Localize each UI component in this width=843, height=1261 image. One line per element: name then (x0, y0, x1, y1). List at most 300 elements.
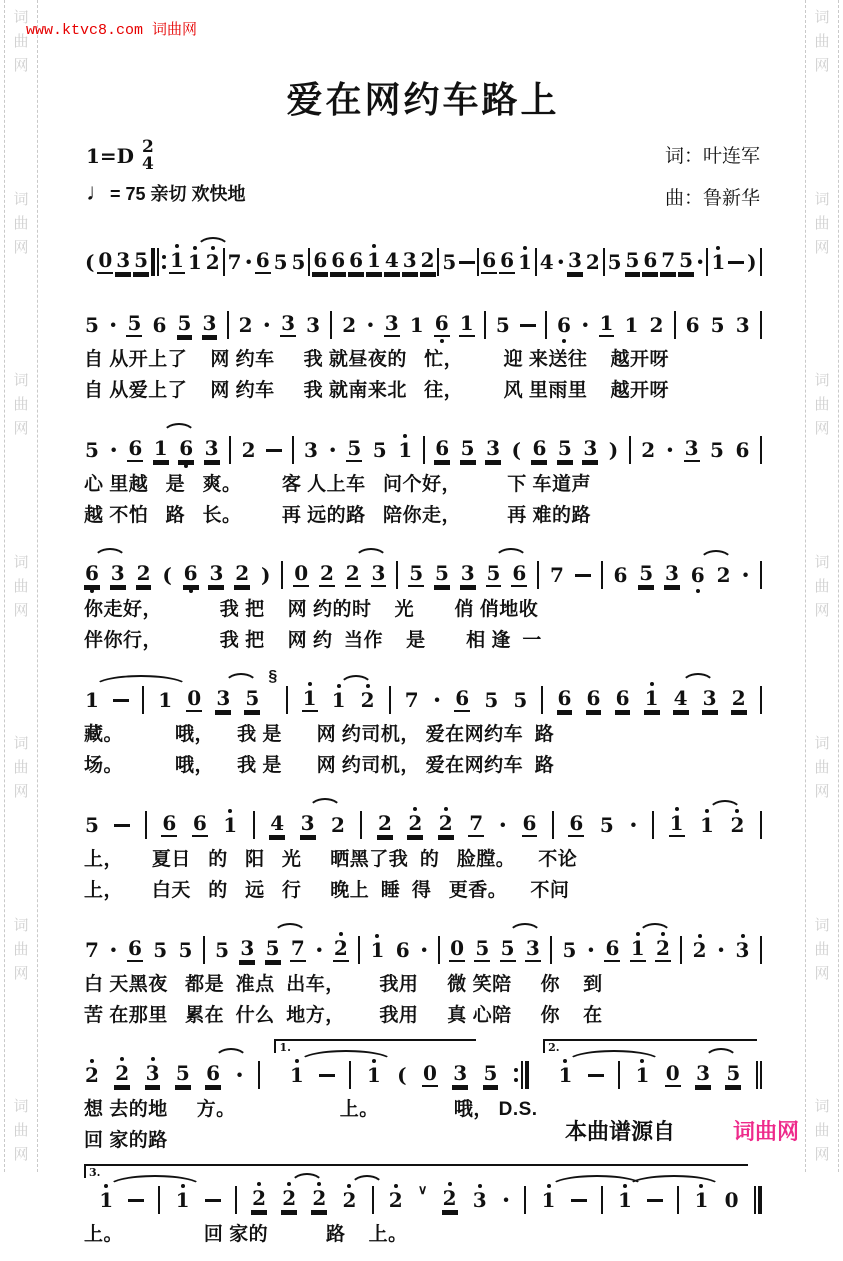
octave-dot-high (741, 934, 745, 938)
barline (541, 685, 543, 715)
note: 2 (333, 938, 349, 962)
tie-slur-arc (162, 423, 196, 435)
note: 6 (349, 248, 364, 272)
lyric-row: 上， 夏日 的 阳 光 晒黑了我 的 脸膛。 不论 (84, 849, 578, 870)
octave-dot-high (193, 246, 197, 250)
page-title: 爱在网约车路上 (286, 79, 560, 120)
note: 5 (177, 311, 192, 335)
octave-dot-high (175, 244, 179, 248)
barline (258, 1060, 260, 1090)
note: 1 (169, 250, 185, 274)
tie-slur-arc (699, 550, 733, 562)
dash (319, 1074, 335, 1077)
note: 6 (500, 248, 514, 272)
note: 3 (371, 561, 386, 585)
note: 1 (187, 252, 203, 272)
note: 6 (313, 248, 328, 272)
aug-dot: · (109, 435, 118, 464)
note: 1 (694, 1190, 710, 1210)
dash (114, 824, 130, 827)
octave-dot-high (339, 932, 343, 936)
note: 3 (145, 1063, 161, 1087)
side-watermark-text: 词 曲 网 (13, 372, 29, 437)
repeat-dots (514, 1068, 518, 1082)
paren: ) (747, 250, 757, 274)
octave-dot-high (636, 932, 640, 936)
note: 6 (205, 1063, 221, 1087)
note: 1 (397, 440, 413, 460)
note: 6 (455, 686, 470, 710)
note: 6 (482, 248, 497, 272)
barline (389, 685, 391, 715)
barline (484, 310, 486, 340)
note: 6 (434, 313, 450, 337)
note: 2 (114, 1063, 130, 1087)
footer (565, 1115, 799, 1146)
octave-dot-high (104, 1184, 108, 1188)
aug-dot: · (109, 935, 118, 964)
note: 1 (644, 688, 660, 712)
barline (145, 810, 147, 840)
octave-dot-high (366, 684, 370, 688)
note: 3 (472, 1190, 488, 1210)
side-watermark-text: 词 曲 网 (13, 553, 29, 619)
lyric-row: 场。 哦， 我 是 网 约司机， 爱在网约车 路 (84, 755, 555, 776)
paren: ) (608, 438, 619, 462)
note: 2 (377, 811, 392, 835)
barline (618, 1060, 620, 1090)
note: 4 (384, 248, 399, 272)
barline (760, 810, 762, 840)
aug-dot: · (366, 310, 375, 339)
note: 6 (178, 438, 194, 462)
tempo-marking (86, 179, 246, 207)
barline (349, 1060, 351, 1090)
note: 5 (372, 438, 387, 462)
octave-dot-high (317, 1182, 321, 1186)
note: 1 (617, 1190, 633, 1210)
footer-site-name: 词曲网 (732, 1119, 799, 1144)
aug-dot: · (420, 935, 429, 964)
note: 6 (395, 938, 410, 962)
notes-row (84, 558, 762, 592)
barline (477, 247, 479, 277)
note: 6 (84, 563, 100, 587)
side-watermark-text: 词 曲 网 (814, 190, 830, 256)
aug-dot: · (556, 247, 566, 276)
octave-dot-high (287, 1182, 291, 1186)
note: 5 (175, 1061, 190, 1085)
note: 2 (251, 1188, 267, 1212)
note: 2 (729, 815, 745, 835)
note: 5 (85, 438, 99, 462)
score-system (84, 542, 762, 654)
note: 2 (641, 438, 656, 462)
note: 2 (716, 563, 731, 587)
dash (520, 324, 536, 327)
note: 6 (522, 811, 537, 835)
note: 1 (517, 252, 533, 272)
octave-dot-high (308, 682, 312, 686)
barline (629, 435, 631, 465)
lyric-row: 上。 回 家的 路 上。 (84, 1224, 408, 1245)
key-signature (86, 139, 154, 173)
note: 3 (583, 436, 598, 460)
note: 2 (342, 313, 357, 337)
barline (372, 1185, 374, 1215)
lyric-row: 心 里越 是 爽。 客 人上车 问个好， 下 车道声 (84, 474, 592, 495)
note: 0 (422, 1061, 437, 1085)
side-watermark-text: 词 曲 网 (814, 553, 830, 619)
note: 2 (205, 252, 221, 272)
note: 6 (127, 936, 142, 960)
time-sig-numerator: 2 (142, 137, 154, 157)
lyric-row: 你走好， 我 把 网 约的时 光 俏 俏地收 (84, 599, 539, 620)
note: 5 (639, 561, 654, 585)
octave-dot-high (394, 1184, 398, 1188)
note: 3 (384, 311, 399, 335)
note: 3 (453, 1061, 468, 1085)
note: 3 (695, 1063, 711, 1087)
octave-dot-high (478, 1184, 482, 1188)
aug-dot: · (315, 935, 324, 964)
octave-dot-high (547, 1184, 551, 1188)
barline (513, 1060, 529, 1090)
note: 5 (460, 436, 475, 460)
aug-dot: · (581, 310, 590, 339)
note: 5 (710, 313, 725, 337)
composer-credit: 曲：鲁新华 (664, 188, 760, 209)
barline (756, 1060, 762, 1090)
side-watermark-text: 词 曲 网 (814, 372, 830, 437)
note: 1 (369, 940, 385, 960)
note: 2 (241, 438, 256, 462)
notes-row (84, 308, 762, 342)
note: 7 (290, 936, 305, 960)
lyric-row: 苦 在那里 累在 什么 地方， 我用 真 心陪 你 在 (84, 1005, 603, 1026)
barline (235, 1185, 237, 1215)
dash (205, 1199, 221, 1202)
octave-dot-low (184, 464, 188, 468)
barline (223, 247, 225, 277)
note: 0 (724, 1188, 739, 1212)
side-watermark-text: 词 曲 网 (13, 735, 29, 800)
octave-dot-high (375, 934, 379, 938)
volta-bracket: 1. (274, 1039, 476, 1053)
note: 6 (557, 686, 572, 710)
note: 5 (127, 311, 142, 335)
note: 5 (475, 936, 490, 960)
note: 1 (366, 1065, 382, 1085)
barline (437, 247, 439, 277)
octave-dot-high (563, 1059, 567, 1063)
dash (575, 574, 591, 577)
volta-bracket: 2. (543, 1039, 757, 1053)
note: 2 (281, 1188, 297, 1212)
tie-slur-arc (308, 798, 342, 810)
note: 7 (404, 688, 419, 712)
note: 3 (204, 436, 219, 460)
note: 1 (366, 250, 382, 274)
barline (706, 247, 708, 277)
note: 2 (438, 813, 454, 837)
note: 6 (613, 563, 628, 587)
note: 2 (731, 686, 746, 710)
note: 1 (222, 815, 238, 835)
octave-dot-high (151, 1057, 155, 1061)
barline (227, 310, 229, 340)
lyric-row: 自 从爱上了 网 约车 我 就南来北 往， 风 里雨里 越开呀 (84, 380, 670, 401)
note: 1 (84, 690, 100, 710)
lyricist-credit: 词：叶连军 (664, 146, 760, 167)
paren: ) (261, 563, 271, 587)
meta-row (84, 137, 762, 177)
note: 3 (281, 311, 296, 335)
note: 3 (209, 561, 224, 585)
note: 5 (215, 938, 230, 962)
dash (571, 1199, 587, 1202)
barline (545, 310, 547, 340)
aug-dot: · (432, 685, 442, 714)
note: 4 (673, 688, 689, 712)
note: 6 (255, 248, 270, 272)
barline (292, 435, 294, 465)
lyric-row: 自 从开上了 网 约车 我 就昼夜的 忙， 迎 来送往 越开呀 (84, 349, 670, 370)
note: 6 (532, 436, 547, 460)
tie-slur-arc (508, 923, 542, 935)
note: 4 (270, 811, 285, 835)
note: 5 (134, 248, 149, 272)
note: 2 (311, 1188, 327, 1212)
dash (113, 699, 129, 702)
note: 6 (569, 811, 584, 835)
note: 3 (304, 438, 318, 462)
note: 6 (192, 811, 207, 835)
paren: ( (397, 1063, 407, 1087)
note: 2 (235, 561, 250, 585)
octave-dot-high (337, 684, 341, 688)
note: 3 (215, 688, 231, 712)
note: 3 (460, 561, 475, 585)
note: 3 (567, 248, 582, 272)
tie-slur-arc (273, 923, 307, 935)
note: 1 (699, 815, 715, 835)
note: 3 (116, 248, 131, 272)
tie-slur-arc (681, 673, 715, 685)
barline (308, 247, 310, 277)
paren: ( (162, 563, 172, 587)
note: 2 (331, 813, 345, 837)
note: 5 (599, 813, 614, 837)
note: 1 (599, 311, 614, 335)
note: 6 (128, 436, 143, 460)
barline (360, 810, 362, 840)
note: 3 (402, 248, 417, 272)
note: 2 (388, 1190, 404, 1210)
barline (158, 1185, 160, 1215)
note: 1 (158, 688, 173, 712)
note: 6 (586, 686, 601, 710)
note: 1 (331, 690, 347, 710)
aug-dot: · (629, 810, 638, 839)
note: 5 (495, 313, 510, 337)
note: 6 (605, 936, 620, 960)
octave-dot-high (120, 1057, 124, 1061)
volta-bracket: 3. (84, 1164, 748, 1178)
note: 5 (434, 561, 449, 585)
footer-source-label: 本曲谱源自 (564, 1119, 675, 1144)
notes-row (84, 245, 762, 279)
note: 0 (98, 248, 113, 272)
note: 4 (539, 250, 554, 274)
octave-dot-high (661, 932, 665, 936)
octave-dot-high (699, 1184, 703, 1188)
right-watermark-column (805, 0, 839, 1172)
note: 5 (607, 250, 622, 274)
tempo-text: = 75 亲切 欢快地 (110, 184, 246, 204)
note: 2 (649, 313, 664, 337)
aug-dot: · (235, 1060, 244, 1089)
aug-dot: · (328, 435, 337, 464)
lyric-row: 白 天黑夜 都是 准点 出车， 我用 微 笑陪 你 到 (84, 974, 603, 995)
barline (281, 560, 283, 590)
lyric-row: 上， 白天 的 远 行 晚上 睡 得 更香。 不问 (84, 880, 570, 901)
aug-dot: · (716, 935, 726, 964)
note: 3 (110, 561, 125, 585)
octave-dot-high (705, 809, 709, 813)
note: 1 (459, 311, 474, 335)
barline (358, 935, 360, 965)
note: 6 (435, 436, 450, 460)
dash (459, 261, 475, 264)
barline (330, 310, 332, 340)
barline (601, 560, 603, 590)
score-system (84, 417, 762, 529)
note: 5 (265, 938, 281, 962)
note: 0 (450, 936, 464, 960)
octave-dot-low (562, 339, 566, 343)
lyric-row: 回 家的路 (84, 1130, 168, 1151)
octave-dot-high (228, 809, 232, 813)
barline (674, 310, 676, 340)
aug-dot: · (262, 310, 271, 339)
note: 5 (483, 1061, 498, 1085)
octave-dot-low (189, 589, 193, 593)
score-system (84, 292, 762, 404)
time-signature (142, 139, 154, 173)
aug-dot: · (501, 1185, 511, 1214)
aug-dot: · (109, 310, 118, 339)
notes-row (84, 808, 762, 842)
barline (652, 810, 654, 840)
score-system (84, 1167, 762, 1248)
octave-dot-high (372, 244, 376, 248)
note: 1 (669, 813, 685, 837)
octave-dot-low (696, 589, 700, 593)
barline (203, 935, 205, 965)
note: 7 (227, 250, 242, 274)
note: 5 (409, 561, 424, 585)
octave-dot-high (347, 1184, 351, 1188)
barline (535, 247, 537, 277)
notes-row (84, 1166, 762, 1217)
note: 3 (525, 936, 540, 960)
note: 2 (84, 1065, 100, 1085)
note: 5 (625, 248, 640, 272)
dash (728, 261, 744, 264)
note: 3 (306, 313, 321, 337)
side-watermark-text: 词 曲 网 (814, 735, 830, 800)
dash (588, 1074, 604, 1077)
lyric-row: 藏。 哦， 我 是 网 约司机， 爱在网约车 路 (84, 724, 555, 745)
score-system (84, 792, 762, 904)
tie-slur-arc (354, 548, 388, 560)
octave-dot-high (403, 434, 407, 438)
note: 0 (665, 1061, 680, 1085)
paren: ( (85, 250, 95, 274)
side-watermark-text: 词 曲 网 (814, 9, 830, 74)
tie-slur-arc (224, 673, 258, 685)
quarter-note-icon: ♩ (86, 179, 110, 206)
tie-slur-arc (214, 1048, 248, 1060)
segno-icon: § (268, 668, 278, 685)
octave-dot-low (440, 339, 444, 343)
note: 6 (735, 438, 750, 462)
note: 6 (643, 248, 658, 272)
note: 5 (726, 1061, 741, 1085)
side-watermark-text: 词 曲 网 (13, 190, 29, 256)
dash (128, 1199, 144, 1202)
barline (680, 935, 682, 965)
note: 1 (558, 1065, 574, 1085)
barline (760, 935, 762, 965)
breath-mark: ∨ (417, 1182, 428, 1197)
note: 6 (685, 313, 700, 337)
octave-dot-high (257, 1182, 261, 1186)
aug-dot: · (498, 810, 507, 839)
barline (552, 810, 554, 840)
barline (537, 560, 539, 590)
tie-slur-arc (638, 923, 672, 935)
octave-dot-high (698, 934, 702, 938)
octave-dot-high (90, 1059, 94, 1063)
notes-row (84, 668, 762, 717)
note: 5 (679, 248, 694, 272)
tempo-row (84, 177, 762, 213)
note: 5 (710, 438, 724, 462)
octave-dot-high (211, 246, 215, 250)
barline (550, 935, 552, 965)
repeat-dots (162, 255, 166, 269)
barline (423, 435, 425, 465)
note: 5 (273, 250, 288, 274)
barline (151, 247, 167, 277)
note: 5 (557, 436, 572, 460)
octave-dot-high (295, 1059, 299, 1063)
side-watermark-text: 词 曲 网 (13, 916, 29, 982)
note: 5 (500, 938, 516, 962)
note: 0 (294, 561, 309, 585)
barline (396, 560, 398, 590)
note: 2 (341, 1190, 357, 1210)
note: 3 (735, 313, 750, 337)
barline (760, 247, 762, 277)
note: 3 (684, 436, 699, 460)
barline (760, 310, 762, 340)
note: 2 (345, 563, 361, 587)
key-label: 1=D (86, 144, 135, 168)
aug-dot: · (696, 247, 705, 276)
